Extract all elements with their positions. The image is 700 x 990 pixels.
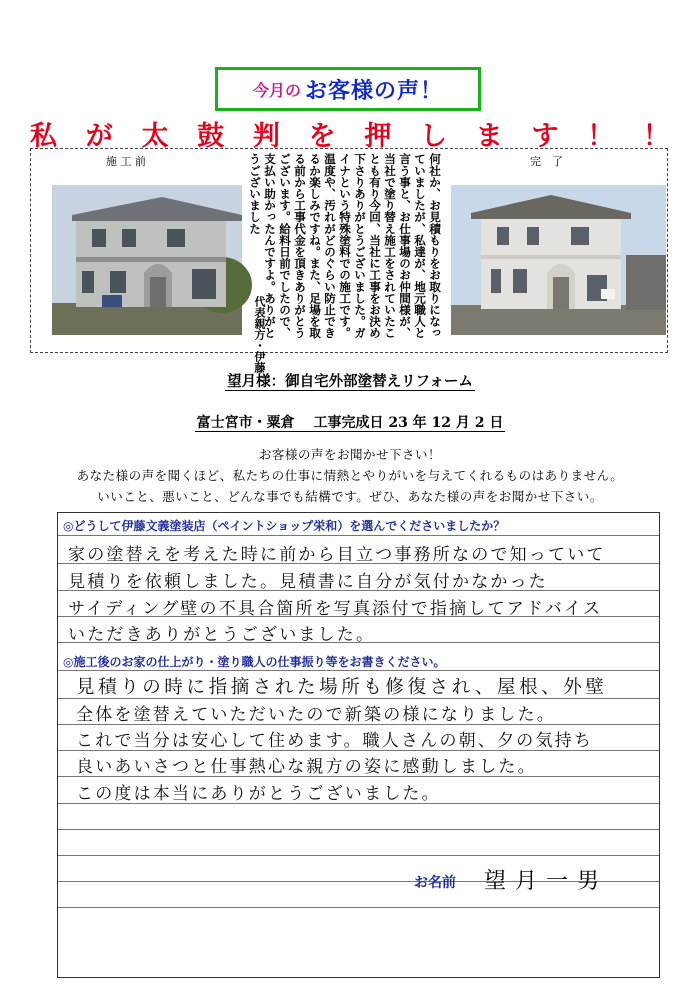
before-photo xyxy=(52,185,242,335)
after-photo xyxy=(451,185,666,335)
name-label: お名前 xyxy=(414,875,456,891)
banner-char: 私 xyxy=(30,120,57,152)
banner-char: を xyxy=(308,120,336,152)
banner-char: ！ xyxy=(642,120,670,152)
answer-1-line-4: いただきありがとうございました。 xyxy=(68,625,376,645)
banner-char: 太 xyxy=(141,120,169,152)
rule-line xyxy=(58,907,659,908)
after-label: 完 了 xyxy=(530,155,563,168)
answer-1-line-1: 家の塗替えを考えた時に前から目立つ事務所なので知っていて xyxy=(68,545,606,565)
answer-2-line-4: 良いあいさつと仕事熱心な親方の姿に感動しました。 xyxy=(76,757,537,777)
rule-line xyxy=(58,855,659,856)
title-main: お客様の声！ xyxy=(305,78,444,104)
banner-char: ま xyxy=(475,120,503,152)
customer-title xyxy=(0,370,700,391)
banner-char: し xyxy=(420,120,448,152)
banner-char: 判 xyxy=(252,120,280,152)
location-date-line xyxy=(0,412,700,432)
answer-2-line-2: 全体を塗替えていただいたので新築の様になりました。 xyxy=(76,705,556,725)
title-prefix: 今月の xyxy=(252,80,301,100)
rule-line xyxy=(58,670,659,671)
answer-2-line-3: これで当分は安心して住めます。職人さんの朝、夕の気持ち xyxy=(76,731,594,751)
banner-char: ！ xyxy=(587,120,615,152)
intro-line-2: あなた様の声を聞くほど、私たちの仕事に情熱とやりがいを与えてくれるものはありません。 xyxy=(76,468,624,483)
location-date-text: 富士宮市・粟倉 工事完成日 23 年 12 月 2 日 xyxy=(196,415,504,431)
question-2: ◎施工後のお家の仕上がり・塗り職人の仕事振り等をお書きください。 xyxy=(63,655,446,669)
banner-headline xyxy=(30,118,670,152)
answer-1-line-2: 見積りを依頼しました。見積書に自分が気付かなかった xyxy=(68,572,548,592)
question-1: ◎どうして伊藤文義塗装店（ペイントショップ栄和）を選んでくださいましたか？ xyxy=(63,519,506,533)
questionnaire-box xyxy=(57,512,660,978)
testimonial-signature: 代表親方・伊藤 xyxy=(253,296,266,373)
rule-line xyxy=(58,829,659,830)
answer-1-line-3: サイディング壁の不具合箇所を写真添付で指摘してアドバイス xyxy=(68,599,603,619)
intro-line-3: いいこと、悪いこと、どんな事でも結構です。ぜひ、あなた様の声をお聞かせ下さい。 xyxy=(97,489,603,504)
banner-char: す xyxy=(531,120,559,152)
banner-char: が xyxy=(85,120,113,152)
intro-line-1: お客様の声をお聞かせ下さい！ xyxy=(258,447,441,462)
banner-char: 押 xyxy=(364,120,392,152)
name-value: 望月一男 xyxy=(484,869,609,894)
before-label: 施 工 前 xyxy=(106,155,146,168)
testimonial-text: 何社か、お見積もりをお取りになっていましたが、私達が、地元職人と言う事と、お仕事場のお仲間様が、当社で塗り替え施工をされていたことも有り今回、当社に工事をお決め下さりありがとうございました。ガイナという特殊塗料での施工です。温度や、汚れがどのぐらい防止できるか楽しみですね。また、足場を取る前から工事代金を頂きありがとうございます。給料日前でしたので、支払い助かったんですよ。ありがとうございました xyxy=(248,153,442,339)
answer-2-line-5: この度は本当にありがとうございました。 xyxy=(76,784,441,804)
customer-title-text: 望月様：御自宅外部塗替えリフォーム xyxy=(227,373,473,390)
answer-2-line-1: 見積りの時に指摘された場所も修復され、屋根、外壁 xyxy=(76,677,608,698)
page-title xyxy=(215,67,481,111)
rule-line xyxy=(58,535,659,536)
banner-char: 鼓 xyxy=(197,120,225,152)
